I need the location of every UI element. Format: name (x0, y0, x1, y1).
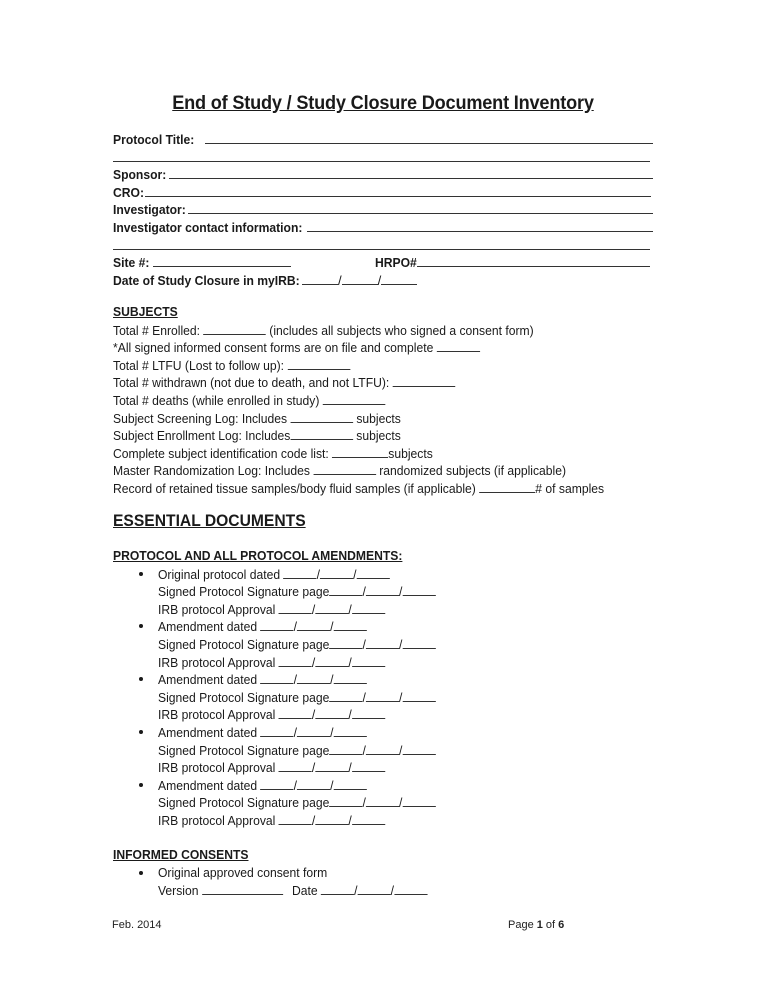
protocol-4-dated-year-input[interactable] (334, 776, 367, 790)
protocol-amendments-heading: PROTOCOL AND ALL PROTOCOL AMENDMENTS: (113, 548, 403, 563)
protocol-1-irb-year-input[interactable] (352, 653, 385, 667)
site-input[interactable] (153, 253, 291, 267)
subject-line-id-code-list: Complete subject identification code list: subjects (113, 445, 433, 461)
protocol-1-dated-month-input[interactable] (261, 617, 294, 631)
hrpo-input[interactable] (417, 253, 650, 267)
protocol-0-irb-year-input[interactable] (352, 600, 385, 614)
enrolled-input[interactable] (203, 321, 266, 335)
protocol-2-dated-month-input[interactable] (261, 670, 294, 684)
protocol-dated-row: Original protocol dated / / (158, 565, 673, 583)
protocol-4-signature-year-input[interactable] (402, 793, 435, 807)
protocol-dated-row: Amendment dated / / (158, 776, 673, 794)
list-item (113, 723, 673, 776)
protocol-title-field (113, 130, 653, 148)
footer-date: Feb. 2014 (112, 919, 162, 931)
consent-complete-input[interactable] (437, 338, 480, 352)
protocol-2-signature-month-input[interactable] (329, 688, 362, 702)
document-title: End of Study / Study Closure Document Inventory (172, 92, 594, 114)
protocol-2-irb-year-input[interactable] (352, 705, 385, 719)
enrollment-log-input[interactable] (290, 426, 353, 440)
subject-line-withdrawn: Total # withdrawn (not due to death, and not LTFU): (113, 373, 673, 391)
consent-year-input[interactable] (394, 881, 427, 895)
signature-page-row: Signed Protocol Signature page / / (158, 741, 673, 759)
protocol-2-irb-month-input[interactable] (279, 705, 312, 719)
investigator-input[interactable] (188, 200, 653, 214)
investigator-contact-input[interactable] (307, 218, 653, 232)
consent-item-label: Original approved consent form (158, 864, 328, 880)
consent-day-input[interactable] (358, 881, 391, 895)
closure-month-input[interactable] (302, 271, 338, 285)
protocol-dated-row: Amendment dated / / (158, 723, 673, 741)
protocol-0-irb-day-input[interactable] (315, 600, 348, 614)
sponsor-field (113, 165, 653, 183)
protocol-2-signature-day-input[interactable] (366, 688, 399, 702)
screening-log-input[interactable] (290, 409, 353, 423)
protocol-4-signature-month-input[interactable] (329, 793, 362, 807)
informed-consents-section (113, 846, 673, 899)
subject-line-randomization-log: Master Randomization Log: Includes randomized subjects (if applicable) (113, 463, 567, 479)
protocol-0-irb-month-input[interactable] (279, 600, 312, 614)
site-hrpo-row (113, 253, 653, 271)
protocol-1-irb-month-input[interactable] (279, 653, 312, 667)
protocol-3-signature-year-input[interactable] (402, 741, 435, 755)
bullet-icon (139, 572, 143, 576)
irb-approval-row: IRB protocol Approval / / (158, 653, 673, 671)
subject-line-screening-log: Subject Screening Log: Includes subjects (113, 410, 401, 426)
site-label: Site #: (113, 255, 150, 271)
protocol-4-dated-month-input[interactable] (261, 776, 294, 790)
protocol-items-list (113, 565, 673, 829)
list-item (113, 565, 673, 618)
subjects-section (113, 303, 673, 497)
consent-version-input[interactable] (202, 881, 283, 895)
investigator-field (113, 200, 653, 218)
header-fields (113, 130, 653, 288)
protocol-0-signature-year-input[interactable] (402, 582, 435, 596)
retained-samples-input[interactable] (479, 479, 535, 493)
randomization-log-input[interactable] (313, 461, 376, 475)
protocol-1-signature-day-input[interactable] (366, 635, 399, 649)
informed-consents-heading: INFORMED CONSENTS (113, 847, 249, 862)
protocol-title-input[interactable] (205, 130, 653, 144)
protocol-0-dated-day-input[interactable] (320, 565, 353, 579)
cro-input[interactable] (145, 183, 651, 197)
protocol-amendments-section (113, 547, 673, 829)
protocol-1-signature-year-input[interactable] (402, 635, 435, 649)
protocol-dated-row: Amendment dated / / (158, 670, 673, 688)
protocol-amendments-heading-row (113, 547, 673, 565)
protocol-4-irb-day-input[interactable] (315, 811, 348, 825)
protocol-4-signature-day-input[interactable] (366, 793, 399, 807)
closure-date-input[interactable]: / / (302, 271, 417, 290)
cro-label: CRO: (113, 184, 145, 200)
protocol-3-dated-day-input[interactable] (297, 723, 330, 737)
irb-approval-row: IRB protocol Approval / / (158, 811, 673, 829)
signature-page-row: Signed Protocol Signature page / / (158, 688, 673, 706)
protocol-2-irb-day-input[interactable] (315, 705, 348, 719)
subject-line-consent-complete: *All signed informed consent forms are on file and complete (113, 338, 673, 356)
id-code-list-input[interactable] (332, 444, 388, 458)
list-item: Original approved consent form Version Date / / (113, 864, 673, 899)
list-item (113, 670, 673, 723)
essential-documents-heading: ESSENTIAL DOCUMENTS (113, 511, 306, 530)
protocol-0-signature-month-input[interactable] (329, 582, 362, 596)
bullet-icon (139, 730, 143, 734)
protocol-3-irb-month-input[interactable] (279, 758, 312, 772)
closure-date-field (113, 271, 653, 289)
protocol-1-dated-day-input[interactable] (297, 617, 330, 631)
protocol-dated-row: Amendment dated / / (158, 617, 673, 635)
signature-page-row: Signed Protocol Signature page / / (158, 582, 673, 600)
protocol-2-dated-day-input[interactable] (297, 670, 330, 684)
list-item (113, 617, 673, 670)
bullet-icon (139, 783, 143, 787)
protocol-1-signature-month-input[interactable] (329, 635, 362, 649)
investigator-contact-continuation (113, 236, 653, 254)
protocol-3-signature-month-input[interactable] (329, 741, 362, 755)
protocol-1-dated-year-input[interactable] (334, 617, 367, 631)
informed-consents-heading-row (113, 846, 673, 864)
protocol-0-signature-day-input[interactable] (366, 582, 399, 596)
protocol-0-dated-year-input[interactable] (356, 565, 389, 579)
signature-page-row: Signed Protocol Signature page / / (158, 635, 673, 653)
withdrawn-input[interactable] (393, 373, 456, 387)
closure-year-input[interactable] (381, 271, 417, 285)
protocol-title-continuation (113, 148, 653, 166)
irb-approval-row: IRB protocol Approval / / (158, 705, 673, 723)
protocol-title-input-line-2[interactable] (113, 148, 650, 162)
subject-line-enrolled: Total # Enrolled: (includes all subjects who signed a consent form) (113, 322, 534, 338)
protocol-2-dated-year-input[interactable] (334, 670, 367, 684)
closure-date-label: Date of Study Closure in myIRB: (113, 272, 300, 288)
protocol-0-dated-month-input[interactable] (283, 565, 316, 579)
ltfu-input[interactable] (287, 356, 350, 370)
investigator-contact-field (113, 218, 653, 236)
protocol-4-dated-day-input[interactable] (297, 776, 330, 790)
signature-page-row: Signed Protocol Signature page / / (158, 793, 673, 811)
protocol-2-signature-year-input[interactable] (402, 688, 435, 702)
protocol-3-dated-year-input[interactable] (334, 723, 367, 737)
protocol-3-irb-day-input[interactable] (315, 758, 348, 772)
bullet-icon (139, 677, 143, 681)
consent-month-input[interactable] (321, 881, 354, 895)
protocol-3-irb-year-input[interactable] (352, 758, 385, 772)
protocol-title-label: Protocol Title: (113, 132, 195, 147)
investigator-contact-input-line-2[interactable] (113, 236, 650, 250)
irb-approval-row: IRB protocol Approval / / (158, 600, 673, 618)
cro-field (113, 183, 653, 201)
irb-approval-row: IRB protocol Approval / / (158, 758, 673, 776)
closure-day-input[interactable] (342, 271, 378, 285)
subject-line-ltfu: Total # LTFU (Lost to follow up): (113, 356, 673, 374)
protocol-3-signature-day-input[interactable] (366, 741, 399, 755)
protocol-4-irb-year-input[interactable] (352, 811, 385, 825)
deaths-input[interactable] (323, 391, 386, 405)
subjects-heading-row (113, 303, 673, 321)
protocol-3-dated-month-input[interactable] (261, 723, 294, 737)
investigator-label: Investigator: (113, 202, 186, 218)
protocol-4-irb-month-input[interactable] (279, 811, 312, 825)
bullet-icon (139, 871, 143, 875)
sponsor-label: Sponsor: (113, 167, 167, 183)
subject-line-enrollment-log: Subject Enrollment Log: Includes subjects (113, 428, 401, 444)
bullet-icon (139, 624, 143, 628)
subject-line-retained-samples: Record of retained tissue samples/body fluid samples (if applicable) # of samples (113, 480, 605, 496)
hrpo-label: HRPO# (374, 255, 417, 271)
subjects-heading: SUBJECTS (113, 304, 178, 319)
protocol-1-irb-day-input[interactable] (315, 653, 348, 667)
investigator-contact-label: Investigator contact information: (113, 219, 303, 235)
subject-line-deaths: Total # deaths (while enrolled in study) (113, 391, 673, 409)
list-item (113, 776, 673, 829)
sponsor-input[interactable] (169, 165, 653, 179)
footer-page-number: Page 1 of 6 (508, 919, 565, 931)
